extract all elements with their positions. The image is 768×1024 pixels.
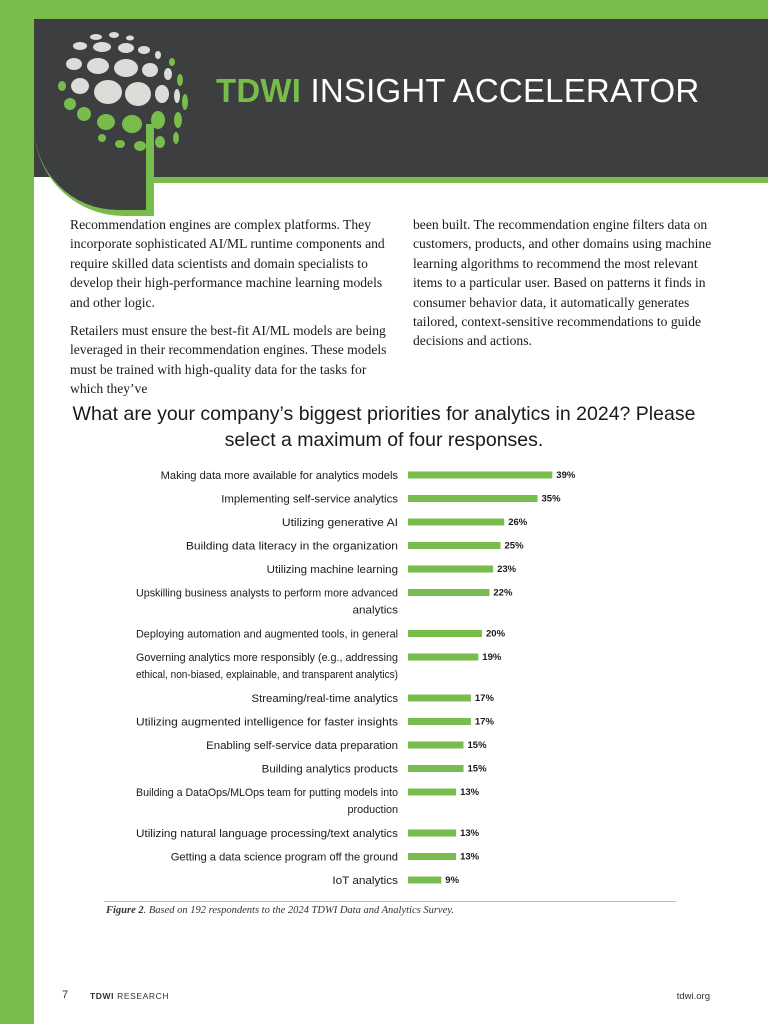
category-label: Utilizing machine learning [266, 564, 398, 576]
paragraph: Retailers must ensure the best-fit AI/ML models are being leveraged in their recommendation engines. These models must be trained with high-quality data for the tasks for which they’ve [70, 323, 387, 397]
figure-caption [106, 905, 454, 916]
data-label: 35% [541, 493, 561, 505]
data-label: 13% [460, 828, 480, 839]
data-label: 39% [556, 470, 576, 481]
category-label: Building data literacy in the organization [185, 540, 398, 553]
paragraph: been built. The recommendation engine filters data on customers, products, and other domains using machine learning algorithms to recommend the most relevant items to a particular user. Based on patterns it finds in consumer behavior data, it automatically generates tailored, context-sensitive recommendations to guide decisions and actions. [413, 217, 712, 349]
footer-brand [90, 991, 169, 1001]
category-label: IoT analytics [332, 875, 399, 887]
chart-title: What are your company’s biggest priorities for analytics in 2024? Please select a maximum of four responses. [72, 403, 696, 451]
data-label: 9% [445, 875, 460, 886]
data-label: 13% [460, 787, 480, 798]
bar [408, 630, 482, 637]
bar [408, 853, 456, 860]
bar [408, 566, 493, 573]
bar [408, 542, 501, 549]
category-label: Enabling self-service data preparation [206, 740, 398, 752]
category-label: Upskilling business analysts to perform more advanced [136, 587, 398, 600]
data-label: 23% [497, 564, 517, 575]
data-label: 15% [467, 763, 487, 775]
category-label: Utilizing natural language processing/text analytics [136, 828, 399, 840]
category-label: Getting a data science program off the ground [170, 851, 398, 864]
figure-label: Figure 2 [106, 905, 144, 916]
bar [408, 654, 478, 661]
data-label: 15% [467, 740, 487, 751]
bar [408, 830, 456, 837]
title-text: INSIGHT ACCELERATOR [301, 72, 700, 109]
bar [408, 877, 441, 884]
bar [408, 495, 538, 502]
bar [408, 519, 504, 526]
footer-url[interactable]: tdwi.org [676, 991, 710, 1002]
bar [408, 589, 489, 596]
footer-brand-bold: TDWI [90, 991, 115, 1001]
category-label: production [347, 804, 398, 816]
category-label: Utilizing augmented intelligence for faster insights [136, 716, 399, 729]
footer-brand-text: RESEARCH [114, 991, 170, 1001]
category-label: analytics [352, 604, 399, 617]
data-label: 13% [460, 851, 480, 863]
category-label: Implementing self-service analytics [221, 493, 399, 506]
category-label: Deploying automation and augmented tools, in general [136, 628, 398, 641]
bar [408, 742, 464, 749]
paragraph: Recommendation engines are complex platforms. They incorporate sophisticated AI/ML runtime components and require skilled data scientists and domain specialists to develop their high-performance machine learning models and other logic. [70, 217, 385, 310]
data-label: 19% [482, 652, 502, 663]
caption-divider [104, 901, 676, 902]
title-brand: TDWI [216, 72, 302, 109]
figure-caption-text: . Based on 192 respondents to the 2024 TDWI Data and Analytics Survey. [143, 905, 454, 916]
category-label: Governing analytics more responsibly (e.g., addressing [136, 652, 398, 664]
category-label: Building a DataOps/MLOps team for putting models into [136, 787, 398, 799]
data-label: 25% [504, 540, 524, 552]
bar [408, 695, 471, 702]
data-label: 26% [508, 517, 528, 528]
data-label: 20% [486, 628, 506, 640]
bar [408, 789, 456, 796]
bar [408, 472, 552, 479]
category-label: Streaming/real-time analytics [251, 693, 399, 705]
data-label: 17% [474, 693, 494, 704]
category-label: ethical, non-biased, explainable, and transparent analytics) [136, 669, 399, 681]
category-label: Building analytics products [261, 763, 399, 776]
bar [408, 718, 471, 725]
category-label: Utilizing generative AI [281, 517, 398, 529]
page-number: 7 [62, 989, 69, 1001]
bar [408, 765, 464, 772]
data-label: 22% [493, 587, 513, 599]
category-label: Making data more available for analytics models [160, 470, 399, 482]
data-label: 17% [474, 716, 494, 728]
